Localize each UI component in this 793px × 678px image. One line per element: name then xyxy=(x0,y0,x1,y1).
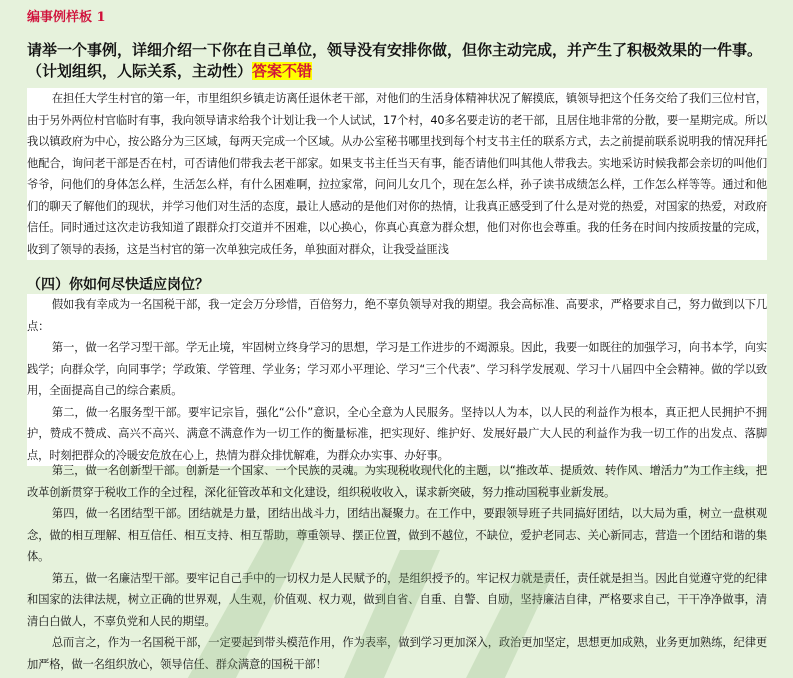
summary-paragraph: 总而言之，作为一名国税干部，一定要起到带头模范作用，作为表率，做到学习更加深入，政治更加坚定，思想更加成熟，业务更加熟练，纪律更加严格，做一名组织放心，领导信任、群众满意的国税干部！ xyxy=(27,636,767,671)
question-heading xyxy=(27,40,767,82)
section-intro: 假如我有幸成为一名国税干部，我一定会万分珍惜，百倍努力，绝不辜负领导对我的期望。我会高标准、高要求，严格要求自己，努力做到以下几点： xyxy=(27,294,767,337)
story-paragraph: 在担任大学生村官的第一年，市里组织乡镇走访离任退休老干部，对他们的生活身体精神状况了解摸底，镇领导把这个任务交给了我们三位村官，由于另外两位村官临时有事，我向领导请求给我个计划让我一个人试试，17个村，40多名要走访的老干部，且居住地非常的分散，要一星期完成。所以我以镇政府为中心，按公路分为三区域，每两天完成一个区域。从办公室秘书哪里找到每个村支书主任的联系方式，去之前提前联系说明我的情况拜托他配合，询问老干部是否在村，可否请他们带我去老干部家。如果支书主任当天有事，能否请他们叫其他人带我去。实地采访时候我都会亲切的叫他们爷爷，问他们的身体怎么样，生活怎么样，有什么困难啊，拉拉家常，问问儿女几个，现在怎么样，孙子读书成绩怎么样，工作怎么样等等。通过和他们的聊天了解他们的现状，并学习他们对生活的态度，最让人感动的是他们对你的热情，让我真正感受到了什么是对党的热爱，对国家的热爱，对政府信任。同时通过这次走访我知道了跟群众打交道并不困难，以心换心，你真心真意为群众想，他们对你也会尊重。我的任务在时间内按质按量的完成，收到了领导的表扬，这是当村官的第一次单独完成任务，单独面对群众，让我受益匪浅 xyxy=(27,92,767,256)
sample-tag: 编事例样板 1 xyxy=(27,10,106,25)
point-paragraph: 第五，做一名廉洁型干部。要牢记自己手中的一切权力是人民赋予的，是组织授予的。牢记权力就是责任，责任就是担当。因此自觉遵守党的纪律和国家的法律法规，树立正确的世界观，人生观，价值观、权力观，做到自省、自重、自警、自励，坚持廉洁自律，严格要求自己，干干净净做事，清清白白做人，不辜负党和人民的期望。 xyxy=(27,571,767,628)
point-paragraph: 第一，做一名学习型干部。学无止境，牢固树立终身学习的思想，学习是工作进步的不竭源泉。因此，我要一如既往的加强学习，向书本学，向实践学；向群众学，向同事学；学政策、学管理、学业务；学习邓小平理论、学习“三个代表”、学习科学发展观、学习十八届四中全会精神。做的学以致用，全面提高自己的综合素质。 xyxy=(27,337,767,402)
section-points-block xyxy=(27,460,767,675)
point-paragraph: 第三，做一名创新型干部。创新是一个国家、一个民族的灵魂。为实现税收现代化的主题，以“推改革、提质效、转作风、增活力”为工作主线，把改革创新贯穿于税收工作的全过程，深化征管改革和文化建设，组织税收收入，谋求新突破，努力推动国税事业新发展。 xyxy=(27,464,767,499)
section-title: （四）你如何尽快适应岗位？ xyxy=(27,277,209,293)
answer-badge: 答案不错 xyxy=(252,62,313,80)
point-paragraph: 第二，做一名服务型干部。要牢记宗旨，强化“公仆”意识，全心全意为人民服务。坚持以人为本，以人民的利益作为根本，真正把人民拥护不拥护，赞成不赞成、高兴不高兴、满意不满意作为一切工作的衡量标准，把实现好、维护好、发展好最广大人民的利益作为我一切工作的出发点、落脚点，时刻把群众的冷暖安危放在心上，热情为群众排忧解难，为群众办实事、办好事。 xyxy=(27,402,767,467)
story-block xyxy=(27,88,767,260)
question-text: 请举一个事例，详细介绍一下你在自己单位，领导没有安排你做，但你主动完成，并产生了积极效果的一件事。（计划组织，人际关系，主动性） xyxy=(27,41,763,80)
point-paragraph: 第四，做一名团结型干部。团结就是力量，团结出战斗力，团结出凝聚力。在工作中，要跟领导班子共同搞好团结，以大局为重，树立一盘棋观念，做的相互理解、相互信任、相互支持、相互帮助，尊重领导、摆正位置，做到不越位，不缺位，爱护老同志、关心新同志，营造一个团结和谐的集体。 xyxy=(27,507,767,563)
section-intro-block xyxy=(27,294,767,466)
